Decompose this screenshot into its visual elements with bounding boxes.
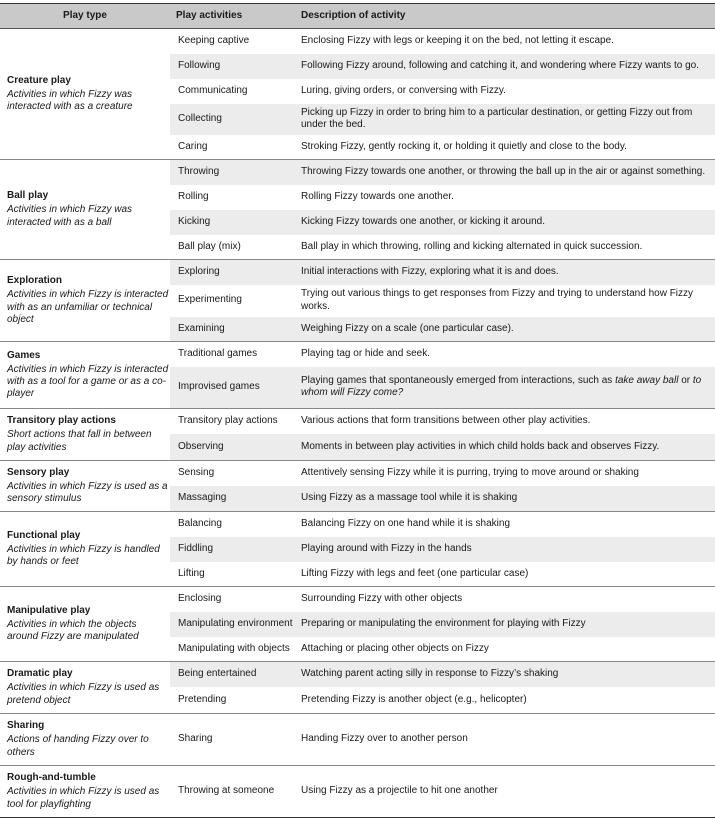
play-activity-cell: Manipulating with objects — [178, 642, 290, 654]
activity-description-cell: Luring, giving orders, or conversing with Fizzy. — [301, 84, 506, 96]
play-type-cell — [0, 512, 170, 587]
play-type-description: Activities in which Fizzy was interacted with as a creature — [7, 88, 133, 113]
activity-description-cell: Various actions that form transitions between other play activities. — [295, 409, 715, 434]
activity-description-cell: Pretending Fizzy is another object (e.g., helicopter) — [301, 693, 527, 705]
play-activity-cell: Kicking — [170, 210, 295, 235]
table-row — [0, 766, 715, 818]
play-activity-cell: Experimenting — [178, 294, 242, 306]
play-activity-cell: Examining — [170, 317, 295, 342]
play-type-name: Ball play — [7, 190, 49, 202]
activity-description-cell: Trying out various things to get responses from Fizzy and trying to understand how Fizzy works. — [301, 288, 694, 312]
play-type-name: Sensory play — [7, 466, 70, 478]
activity-description-cell: Picking up Fizzy in order to bring him to a particular destination, or getting Fizzy out from under the bed. — [295, 104, 715, 135]
play-activity-cell: Exploring — [170, 260, 295, 285]
play-activity-cell: Transitory play actions — [170, 409, 295, 434]
header-description: Description of activity — [295, 4, 715, 29]
header-play-activities: Play activities — [170, 4, 295, 29]
table-row — [0, 260, 715, 285]
play-activity-cell: Throwing — [170, 160, 295, 185]
play-type-cell — [0, 587, 170, 662]
play-activity-cell: Communicating — [178, 84, 248, 96]
play-activity-cell: Massaging — [170, 486, 295, 512]
play-type-cell — [0, 260, 170, 342]
header-row — [0, 4, 715, 29]
activity-description-cell: Preparing or manipulating the environment for playing with Fizzy — [295, 612, 715, 637]
play-type-description: Activities in which Fizzy was interacted with as a ball — [7, 204, 133, 228]
activity-description-cell: Stroking Fizzy, gently rocking it, or holding it quietly and close to the body. — [301, 140, 627, 152]
play-activity-cell: Enclosing — [170, 587, 295, 612]
play-type-cell — [0, 461, 170, 512]
table-row — [0, 714, 715, 766]
activity-description-cell: Initial interactions with Fizzy, exploring what it is and does. — [295, 260, 715, 285]
activity-description-cell: Lifting Fizzy with legs and feet (one particular case) — [301, 567, 529, 579]
play-type-description: Activities in which Fizzy is interacted with as an unfamiliar or technical object — [7, 289, 169, 325]
table-row — [0, 587, 715, 612]
play-type-cell — [0, 714, 170, 766]
play-type-cell — [0, 160, 170, 260]
table-row — [0, 461, 715, 486]
play-activity-cell: Pretending — [178, 693, 227, 705]
play-type-cell — [0, 662, 170, 714]
play-type-name: Games — [7, 349, 41, 361]
play-type-description: Activities in which Fizzy is interacted with as a tool for a game or as a co-player — [7, 363, 169, 400]
play-activity-cell: Following — [170, 54, 295, 79]
play-activity-cell: Keeping captive — [170, 29, 295, 54]
play-type-name: Dramatic play — [7, 668, 73, 680]
activity-description-cell: Playing around with Fizzy in the hands — [295, 537, 715, 562]
play-type-cell — [0, 342, 170, 409]
play-type-name: Manipulative play — [7, 604, 91, 616]
activity-description-cell: Surrounding Fizzy with other objects — [295, 587, 715, 612]
activity-description-cell: Watching parent acting silly in response to Fizzy’s shaking — [295, 662, 715, 687]
play-type-name: Sharing — [7, 720, 45, 732]
play-activity-cell: Balancing — [170, 512, 295, 537]
play-activity-cell: Manipulating environment — [170, 612, 295, 637]
play-activity-cell: Rolling — [178, 190, 209, 202]
play-activity-cell: Being entertained — [170, 662, 295, 687]
play-activity-cell: Lifting — [178, 567, 205, 579]
description-italic-text: take away ball — [615, 375, 679, 387]
play-activity-cell: Throwing at someone — [170, 766, 295, 818]
activity-description-cell: Moments in between play activities in which child holds back and observes Fizzy. — [295, 434, 715, 461]
play-type-description: Activities in which Fizzy is used as pretend object — [7, 682, 160, 706]
play-activity-cell: Fiddling — [170, 537, 295, 562]
activity-description-cell: Kicking Fizzy towards one another, or kicking it around. — [295, 210, 715, 235]
play-type-name: Transitory play actions — [7, 415, 116, 427]
table-row — [0, 342, 715, 367]
activity-description-cell: Following Fizzy around, following and catching it, and wondering where Fizzy wants to go. — [295, 54, 715, 79]
activity-description-cell: Throwing Fizzy towards one another, or throwing the ball up in the air or against something. — [295, 160, 715, 185]
table-row — [0, 662, 715, 687]
play-type-name: Creature play — [7, 74, 71, 86]
activity-description-cell: Balancing Fizzy on one hand while it is shaking — [295, 512, 715, 537]
play-type-description: Actions of handing Fizzy over to others — [7, 734, 149, 758]
play-type-description: Short actions that fall in between play activities — [7, 429, 152, 453]
play-type-name: Rough-and-tumble — [7, 772, 96, 784]
activity-description-cell: Rolling Fizzy towards one another. — [301, 190, 454, 202]
activity-description-cell: Ball play in which throwing, rolling and kicking alternated in quick succession. — [301, 240, 643, 252]
play-type-description: Activities in which the objects around Fizzy are manipulated — [7, 618, 139, 643]
activity-description-cell: Enclosing Fizzy with legs or keeping it on the bed, not letting it escape. — [295, 29, 715, 54]
play-activity-cell: Collecting — [170, 104, 295, 135]
activity-description-cell: Using Fizzy as a projectile to hit one another — [295, 766, 715, 818]
play-type-cell — [0, 766, 170, 818]
play-activity-cell: Traditional games — [170, 342, 295, 367]
activity-description-cell: Using Fizzy as a massage tool while it is shaking — [295, 486, 715, 512]
header-play-type: Play type — [0, 4, 170, 29]
table-body — [0, 29, 715, 818]
activity-description-cell: Attentively sensing Fizzy while it is purring, trying to move around or shaking — [295, 461, 715, 486]
play-activity-cell: Ball play (mix) — [178, 240, 241, 252]
play-type-description: Activities in which Fizzy is used as tool for playfighting — [7, 786, 160, 810]
activity-description-cell: Attaching or placing other objects on Fizzy — [301, 642, 489, 654]
activity-description-cell: Handing Fizzy over to another person — [295, 714, 715, 766]
description-text: Playing games that spontaneously emerged from interactions, such as — [301, 375, 613, 387]
table-row — [0, 512, 715, 537]
table-row — [0, 160, 715, 185]
table-row — [0, 29, 715, 54]
play-types-table — [0, 3, 715, 818]
activity-description-cell: Playing tag or hide and seek. — [295, 342, 715, 367]
description-italic-text: to whom will Fizzy come? — [301, 375, 702, 399]
play-activity-cell: Caring — [178, 140, 208, 152]
play-type-name: Functional play — [7, 529, 81, 541]
play-activity-cell: Sharing — [170, 714, 295, 766]
play-type-description: Activities in which Fizzy is used as a sensory stimulus — [7, 480, 168, 505]
play-type-description: Activities in which Fizzy is handled by hands or feet — [7, 543, 160, 568]
play-type-name: Exploration — [7, 275, 63, 287]
play-activity-cell: Sensing — [170, 461, 295, 486]
play-activity-cell: Observing — [170, 434, 295, 461]
description-text: or — [678, 375, 693, 387]
activity-description-cell — [295, 367, 715, 409]
play-activity-cell: Improvised games — [170, 367, 295, 409]
activity-description-cell: Weighing Fizzy on a scale (one particular case). — [295, 317, 715, 342]
play-type-cell — [0, 409, 170, 461]
play-type-cell — [0, 29, 170, 160]
table-row — [0, 409, 715, 434]
